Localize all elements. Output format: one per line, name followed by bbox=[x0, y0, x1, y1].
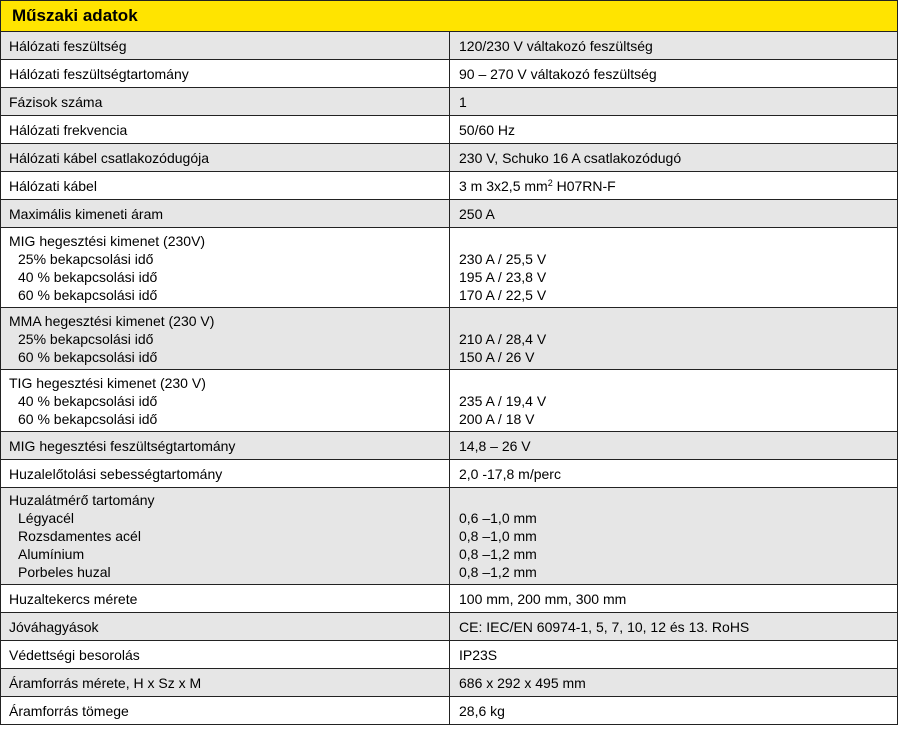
row-value: 250 A bbox=[450, 200, 898, 228]
table-row bbox=[1, 432, 898, 460]
mig-duty-label: 60 % bekapcsolási idő bbox=[18, 286, 158, 303]
wire-range-label: Huzalátmérő tartomány bbox=[9, 492, 155, 508]
row-label: Hálózati feszültségtartomány bbox=[1, 60, 450, 88]
table-row bbox=[1, 669, 898, 697]
tig-duty-label: 40 % bekapcsolási idő bbox=[18, 392, 158, 409]
mma-duty-value: 150 A / 26 V bbox=[459, 348, 535, 365]
mig-output-row bbox=[1, 228, 898, 308]
mma-output-row bbox=[1, 308, 898, 370]
wire-type-label: Légyacél bbox=[18, 510, 75, 526]
row-value: 2,0 -17,8 m/perc bbox=[450, 460, 898, 488]
wire-range-row bbox=[1, 488, 898, 585]
wire-type-value: 0,8 –1,2 mm bbox=[459, 564, 537, 580]
row-value: CE: IEC/EN 60974-1, 5, 7, 10, 12 és 13. RoHS bbox=[450, 613, 898, 641]
row-label: Huzaltekercs mérete bbox=[1, 585, 450, 613]
table-title-row bbox=[1, 1, 898, 32]
table-row bbox=[1, 200, 898, 228]
table-row bbox=[1, 172, 898, 200]
row-value: IP23S bbox=[450, 641, 898, 669]
table-title: Műszaki adatok bbox=[1, 1, 898, 32]
row-label: Áramforrás tömege bbox=[1, 697, 450, 725]
row-label: Védettségi besorolás bbox=[1, 641, 450, 669]
table-row bbox=[1, 697, 898, 725]
row-value: 120/230 V váltakozó feszültség bbox=[450, 32, 898, 60]
mig-duty-value: 230 A / 25,5 V bbox=[459, 250, 547, 267]
row-value: 14,8 – 26 V bbox=[450, 432, 898, 460]
mig-output-label: MIG hegesztési kimenet (230V) bbox=[9, 232, 206, 249]
tig-output-row bbox=[1, 370, 898, 432]
row-value bbox=[450, 172, 898, 200]
row-label: Áramforrás mérete, H x Sz x M bbox=[1, 669, 450, 697]
row-label: MIG hegesztési feszültségtartomány bbox=[1, 432, 450, 460]
tig-duty-value: 235 A / 19,4 V bbox=[459, 392, 547, 409]
row-value: 90 – 270 V váltakozó feszültség bbox=[450, 60, 898, 88]
table-row bbox=[1, 641, 898, 669]
mma-output-label: MMA hegesztési kimenet (230 V) bbox=[9, 312, 215, 329]
table-row bbox=[1, 60, 898, 88]
row-label: Jóváhagyások bbox=[1, 613, 450, 641]
tig-output-label: TIG hegesztési kimenet (230 V) bbox=[9, 374, 206, 391]
tig-duty-label: 60 % bekapcsolási idő bbox=[18, 410, 158, 427]
cable-spec-type: H07RN-F bbox=[552, 177, 616, 194]
mig-duty-label: 40 % bekapcsolási idő bbox=[18, 268, 158, 285]
table-row bbox=[1, 460, 898, 488]
wire-type-value: 0,8 –1,0 mm bbox=[459, 528, 537, 544]
table-row bbox=[1, 32, 898, 60]
row-value: 28,6 kg bbox=[450, 697, 898, 725]
cable-spec-superscript: 2 bbox=[547, 177, 553, 188]
row-label: Hálózati kábel csatlakozódugója bbox=[1, 144, 450, 172]
row-value: 100 mm, 200 mm, 300 mm bbox=[450, 585, 898, 613]
mma-duty-label: 25% bekapcsolási idő bbox=[18, 330, 154, 347]
tig-duty-value: 200 A / 18 V bbox=[459, 410, 535, 427]
row-label: Fázisok száma bbox=[1, 88, 450, 116]
table-row bbox=[1, 88, 898, 116]
row-value: 50/60 Hz bbox=[450, 116, 898, 144]
wire-type-label: Porbeles huzal bbox=[18, 564, 111, 580]
mig-duty-value: 195 A / 23,8 V bbox=[459, 268, 547, 285]
row-value: 1 bbox=[450, 88, 898, 116]
table-row bbox=[1, 116, 898, 144]
table-row bbox=[1, 144, 898, 172]
wire-type-value: 0,6 –1,0 mm bbox=[459, 510, 537, 526]
mig-duty-label: 25% bekapcsolási idő bbox=[18, 250, 154, 267]
wire-type-value: 0,8 –1,2 mm bbox=[459, 546, 537, 562]
row-value: 230 V, Schuko 16 A csatlakozódugó bbox=[450, 144, 898, 172]
table-row bbox=[1, 613, 898, 641]
mma-duty-value: 210 A / 28,4 V bbox=[459, 330, 547, 347]
mig-duty-value: 170 A / 22,5 V bbox=[459, 286, 547, 303]
cable-spec-text: 3 m 3x2,5 mm bbox=[459, 177, 548, 194]
row-label: Huzalelőtolási sebességtartomány bbox=[1, 460, 450, 488]
row-label: Hálózati feszültség bbox=[1, 32, 450, 60]
row-label: Hálózati frekvencia bbox=[1, 116, 450, 144]
wire-type-label: Alumínium bbox=[18, 546, 85, 562]
row-label: Hálózati kábel bbox=[1, 172, 450, 200]
mma-duty-label: 60 % bekapcsolási idő bbox=[18, 348, 158, 365]
table-row bbox=[1, 585, 898, 613]
row-value: 686 x 292 x 495 mm bbox=[450, 669, 898, 697]
wire-type-label: Rozsdamentes acél bbox=[18, 528, 141, 544]
row-label: Maximális kimeneti áram bbox=[1, 200, 450, 228]
